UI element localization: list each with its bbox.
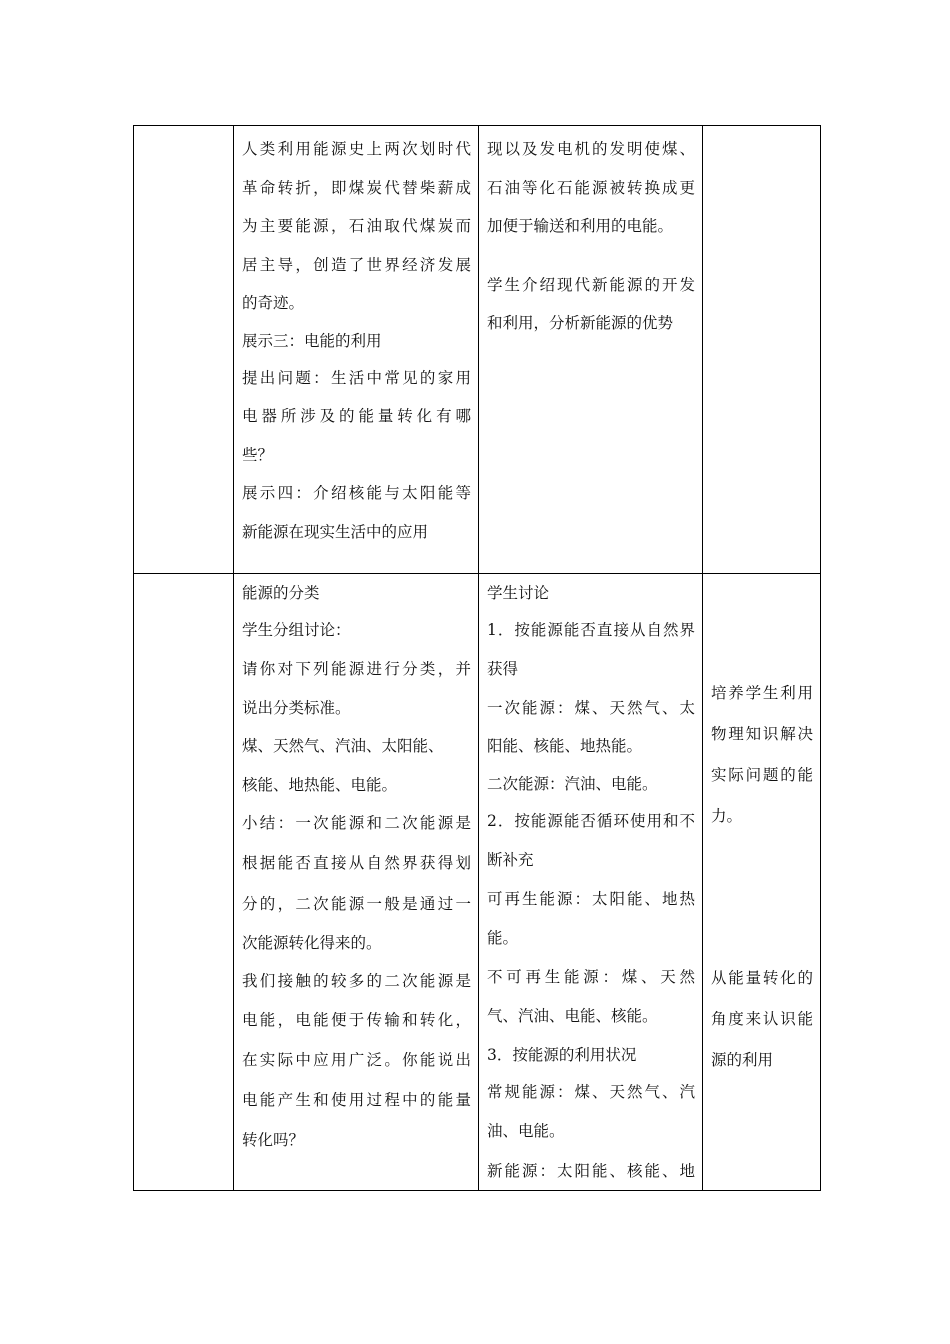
row2-col3-cell: [479, 574, 703, 1191]
text-line: 煤、天然气、汽油、太阳能、: [242, 737, 444, 755]
text-line: 居主导，创造了世界经济发展: [242, 255, 471, 274]
text-line: 革命转折，即煤炭代替柴薪成: [242, 178, 471, 197]
text-line: 展示三：电能的利用: [242, 331, 382, 350]
row2-col4-cell: [703, 574, 821, 1191]
text-line: 可再生能源：太阳能、地热: [487, 889, 695, 908]
row1-col3-cell: [479, 126, 703, 574]
row2-col2-cell: [234, 574, 479, 1191]
text-line: 的奇迹。: [242, 294, 305, 312]
text-line: 核能、地热能、电能。: [242, 775, 398, 794]
text-line: 从能量转化的: [711, 969, 813, 987]
text-line: 提出问题：生活中常见的家用: [242, 368, 471, 387]
text-line: 新能源：太阳能、核能、地: [487, 1161, 695, 1180]
text-line: 和利用，分析新能源的优势: [487, 314, 674, 332]
text-line: 在实际中应用广泛。你能说出: [242, 1051, 471, 1069]
text-line: 分的，二次能源一般是通过一: [242, 894, 471, 913]
text-line: 2．按能源能否循环使用和不: [487, 811, 695, 830]
text-line: 能源的分类: [242, 584, 320, 602]
row1-col4-cell: [703, 126, 821, 574]
text-line: 力。: [711, 807, 743, 825]
text-line: 阳能、核能、地热能。: [487, 737, 643, 755]
text-line: 实际问题的能: [711, 766, 813, 784]
lesson-plan-table: [133, 125, 821, 1191]
text-line: 1．按能源能否直接从自然界: [487, 621, 695, 639]
text-line: 电器所涉及的能量转化有哪: [242, 407, 471, 425]
text-line: 石油等化石能源被转换成更: [487, 178, 695, 197]
row1-col2-cell: [234, 126, 479, 574]
text-line: 源的利用: [711, 1051, 774, 1069]
text-line: 常规能源：煤、天然气、汽: [487, 1082, 695, 1101]
text-line: 请你对下列能源进行分类，并: [242, 660, 471, 678]
text-line: 油、电能。: [487, 1121, 565, 1140]
text-line: 学生讨论: [487, 584, 550, 602]
text-line: 新能源在现实生活中的应用: [242, 522, 429, 541]
text-line: 能。: [487, 928, 519, 947]
text-line: 角度来认识能: [711, 1010, 813, 1028]
text-line: 学生介绍现代新能源的开发: [487, 275, 695, 294]
text-line: 不可再生能源：煤、天然: [487, 967, 695, 986]
text-line: 物理知识解决: [711, 725, 813, 743]
text-line: 断补充: [487, 850, 534, 869]
text-line: 获得: [487, 660, 519, 678]
text-line: 我们接触的较多的二次能源是: [242, 971, 471, 990]
text-line: 加便于输送和利用的电能。: [487, 217, 674, 235]
text-line: 展示四：介绍核能与太阳能等: [242, 484, 471, 502]
text-line: 现以及发电机的发明使煤、: [487, 140, 695, 158]
text-line: 小结：一次能源和二次能源是: [242, 814, 471, 832]
table-row-1: [134, 126, 821, 574]
text-line: 说出分类标准。: [242, 699, 351, 717]
table-row-2: [134, 574, 821, 1191]
text-line: 二次能源：汽油、电能。: [487, 774, 658, 793]
text-line: 转化吗？: [242, 1130, 305, 1149]
text-line: 次能源转化得来的。: [242, 933, 382, 952]
text-line: 电能产生和使用过程中的能量: [242, 1090, 471, 1109]
text-line: 电能，电能便于传输和转化，: [242, 1011, 471, 1029]
row1-col1-cell: [134, 126, 234, 574]
text-line: 学生分组讨论：: [242, 621, 351, 639]
row2-col1-cell: [134, 574, 234, 1191]
text-line: 为主要能源，石油取代煤炭而: [242, 217, 471, 235]
text-line: 气、汽油、电能、核能。: [487, 1006, 658, 1025]
text-line: 一次能源：煤、天然气、太: [487, 699, 695, 717]
text-line: 3．按能源的利用状况: [487, 1045, 637, 1064]
text-line: 根据能否直接从自然界获得划: [242, 853, 471, 872]
text-line: 些？: [242, 445, 274, 464]
text-line: 人类利用能源史上两次划时代: [242, 140, 471, 158]
text-line: 培养学生利用: [711, 684, 813, 702]
